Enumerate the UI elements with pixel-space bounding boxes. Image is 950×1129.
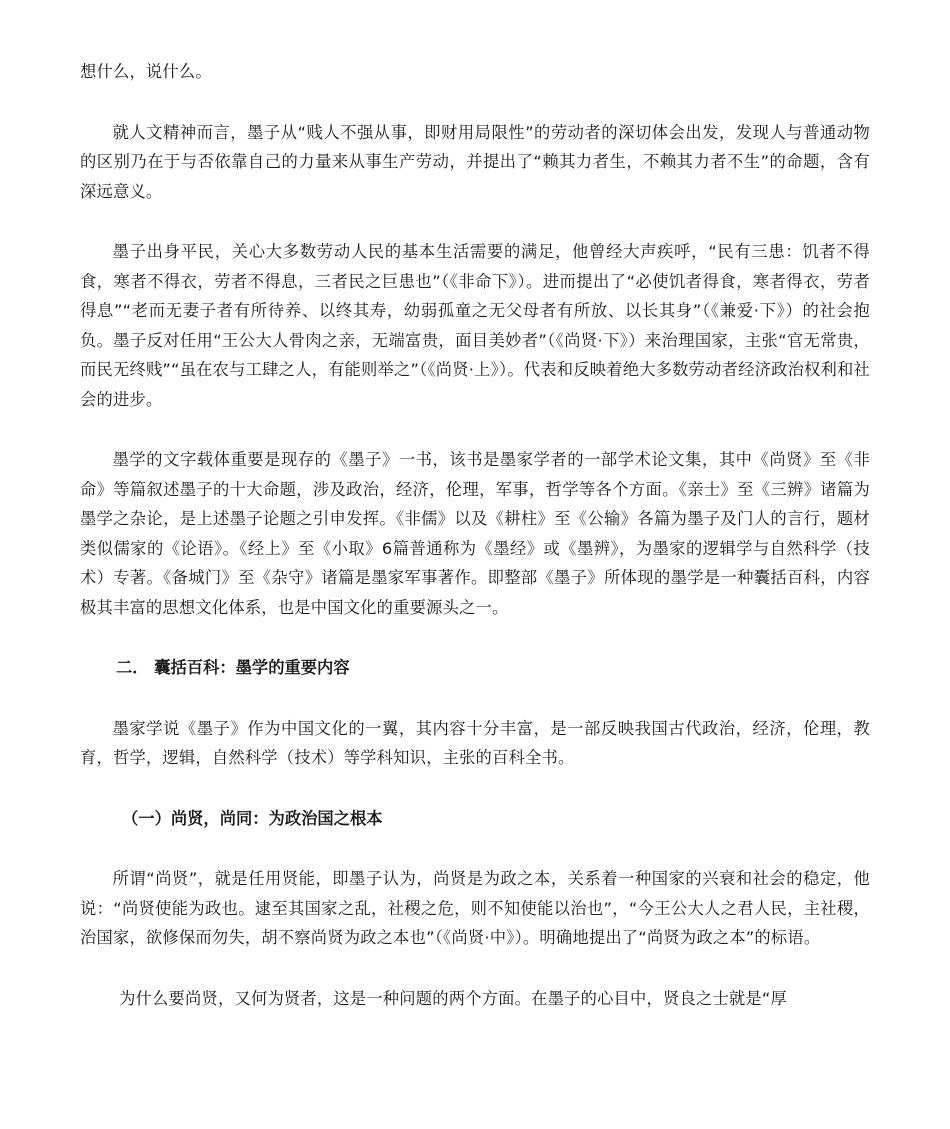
section-heading: 二． 囊括百科：墨学的重要内容 (116, 658, 350, 677)
document-page (80, 57, 870, 1013)
paragraph-shangxian: 所谓“尚贤”，就是任用贤能，即墨子认为，尚贤是为政之本，关系着一种国家的兴衰和社会的稳定，他说：“尚贤使能为政也。逮至其国家之乱，社稷之危，则不知使能以治也”，“今王公大人之君人民，主社稷，治国家，欲修保而勿失，胡不察尚贤为政之本也”（《尚贤·中》）。明确地提出了“尚贤为政之本”的标语。 (80, 869, 870, 947)
subsection-heading: （一）尚贤，尚同：为政治国之根本 (122, 808, 383, 828)
paragraph-mozi-text: 墨学的文字载体重要是现存的《墨子》一书，该书是墨家学者的一部学术论文集，其中《尚贤》至《非命》等篇叙述墨子的十大命题，涉及政治，经济，伦理，军事，哲学等各个方面。《亲士》至《三辨》诸篇为墨学之杂论，是上述墨子论题之引申发挥。《非儒》以及《耕柱》至《公输》各篇为墨子及门人的言行，题材类似儒家的《论语》。《经上》至《小取》6篇普通称为《墨经》或《墨辨》，为墨家的逻辑学与自然科学（技术）专著。《备城门》至《杂守》诸篇是墨家军事著作。即整部《墨子》所体现的墨学是一种囊括百科，内容极其丰富的思想文化体系，也是中国文化的重要源头之一。 (80, 450, 870, 617)
paragraph-humanism: 就人文精神而言，墨子从“贱人不强从事，即财用局限性”的劳动者的深切体会出发，发现人与普通动物的区别乃在于与否依靠自己的力量来从事生产劳动，并提出了“赖其力者生，不赖其力者不生”的命题，含有深远意义。 (80, 122, 870, 201)
paragraph-mozi-origin: 墨子出身平民，关心大多数劳动人民的基本生活需要的满足，他曾经大声疾呼，“民有三患：饥者不得食，寒者不得衣，劳者不得息，三者民之巨患也”（《非命下》）。进而提出了“必使饥者得食，寒者得衣，劳者得息”“老而无妻子者有所待养、以终其寿，幼弱孤童之无父母者有所放、以长其身”（《兼爱·下》）的社会抱负。墨子反对任用“王公大人骨肉之亲，无端富贵，面目美妙者”（《尚贤·下》）来治理国家，主张“官无常贵，而民无终贱”“虽在农与工肆之人，有能则举之”（《尚贤·上》）。代表和反映着绝大多数劳动者经济政治权利和社会的进步。 (80, 242, 870, 409)
paragraph-why-shangxian: 为什么要尚贤，又何为贤者，这是一种问题的两个方面。在墨子的心目中，贤良之士就是“厚 (119, 988, 787, 1008)
paragraph-continuation: 想什么，说什么。 (80, 62, 212, 81)
paragraph-encyclopedia: 墨家学说《墨子》作为中国文化的一翼，其内容十分丰富，是一部反映我国古代政治，经济，伦理，教育，哲学，逻辑，自然科学（技术）等学科知识，主张的百科全书。 (80, 718, 870, 767)
